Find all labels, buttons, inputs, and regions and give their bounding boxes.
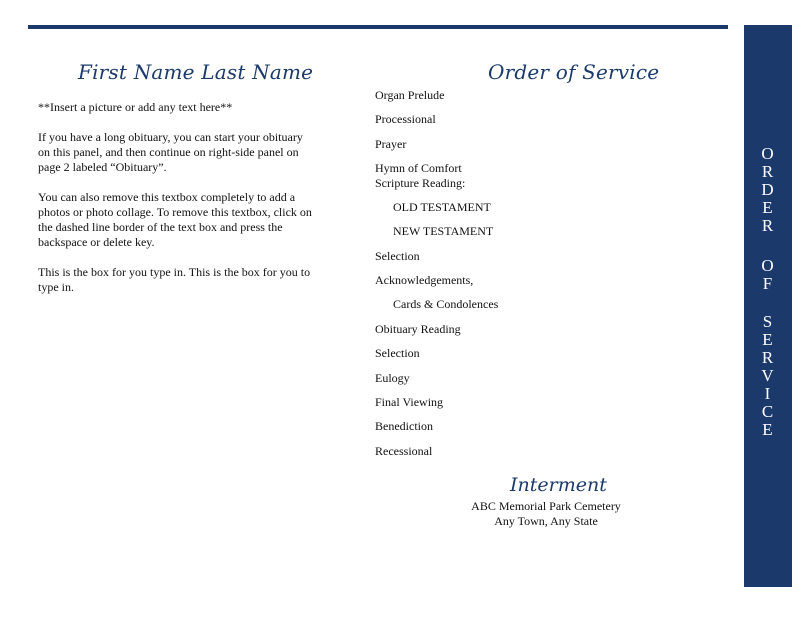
side-letter: V <box>761 366 775 385</box>
order-of-service-side-band <box>744 25 792 587</box>
service-item-selection: Selection <box>375 249 420 263</box>
service-item-organ-prelude: Organ Prelude <box>375 88 445 102</box>
interment-title: Interment <box>510 474 607 496</box>
side-letter: D <box>761 180 775 199</box>
top-rule <box>28 25 728 29</box>
obituary-paragraph: You can also remove this textbox completely to add a photos or photo collage. To remove this textbox, click on the dashed line border of the text box and press the backspace or delete key. <box>38 190 312 249</box>
side-word-of <box>744 257 792 293</box>
service-item-selection-2: Selection <box>375 346 420 360</box>
service-item-cards-condolences: Cards & Condolences <box>393 297 499 311</box>
side-letter: F <box>762 274 774 293</box>
service-item-new-testament: NEW TESTAMENT <box>393 224 494 238</box>
obituary-paragraph: **Insert a picture or add any text here** <box>38 100 233 114</box>
name-title: First Name Last Name <box>78 60 314 84</box>
service-item-final-viewing: Final Viewing <box>375 395 444 409</box>
service-item-eulogy: Eulogy <box>375 371 410 385</box>
side-letter: C <box>761 402 775 421</box>
interment-place: ABC Memorial Park Cemetery <box>471 499 621 513</box>
service-item-old-testament: OLD TESTAMENT <box>393 200 491 214</box>
obituary-paragraph: This is the box for you type in. This is the box for you to type in. <box>38 265 311 294</box>
service-item-benediction: Benediction <box>375 419 433 433</box>
service-item-recessional: Recessional <box>375 444 433 458</box>
side-letter: R <box>761 216 775 235</box>
service-item-hymn: Hymn of Comfort <box>375 161 462 175</box>
obituary-text-box[interactable] <box>38 100 316 310</box>
side-letter: E <box>762 420 774 439</box>
service-item-prayer: Prayer <box>375 137 407 151</box>
service-item-acknowledgements: Acknowledgements, <box>375 273 474 287</box>
side-word-service <box>744 313 792 439</box>
service-item-scripture-reading: Scripture Reading: <box>375 176 466 190</box>
side-letter: R <box>761 162 775 181</box>
service-item-obituary-reading: Obituary Reading <box>375 322 461 336</box>
obituary-paragraph: If you have a long obituary, you can start your obituary on this panel, and then continue on right-side panel on page 2 labeled “Obituary”. <box>38 130 303 174</box>
side-letter: O <box>761 256 775 275</box>
side-letter: O <box>761 144 775 163</box>
order-of-service-title: Order of Service <box>488 60 660 84</box>
side-letter: E <box>762 198 774 217</box>
side-letter: S <box>762 312 774 331</box>
side-letter: R <box>761 348 775 367</box>
side-letter: E <box>762 330 774 349</box>
service-item-processional: Processional <box>375 112 436 126</box>
interment-location: Any Town, Any State <box>494 514 598 528</box>
side-letter: I <box>764 384 772 403</box>
side-word-order <box>744 145 792 235</box>
